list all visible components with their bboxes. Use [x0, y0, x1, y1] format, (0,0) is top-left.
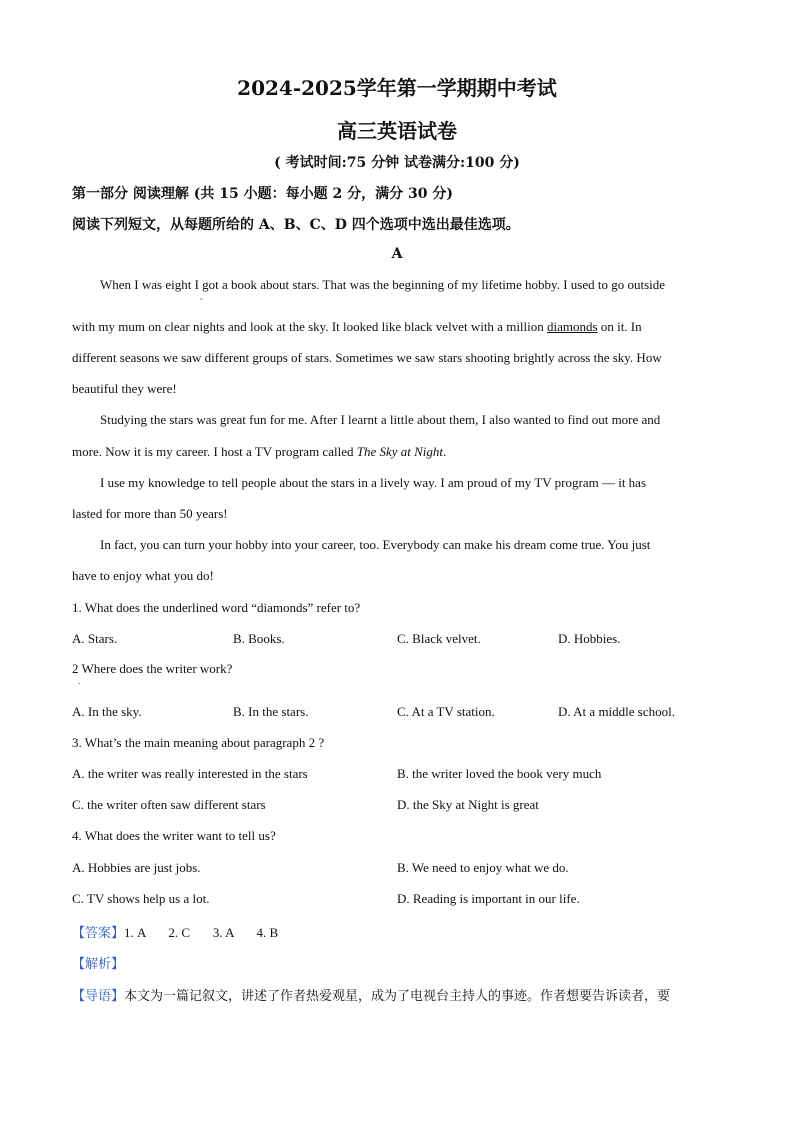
question-4-option-d: D. Reading is important in our life. — [397, 891, 580, 906]
question-2-option-d: D. At a middle school. — [558, 704, 675, 719]
p2-line2-end: . — [443, 444, 447, 459]
question-1-option-b: B. Books. — [233, 631, 285, 646]
program-title: The Sky at Night — [356, 444, 444, 459]
question-1-stem: 1. What does the underlined word “diamonds” refer to? — [72, 600, 361, 615]
question-3-option-a: A. the writer was really interested in the stars — [72, 766, 308, 781]
p1-line2-text: with my mum on clear nights and look at the sky. It looked like black velvet with a million — [72, 319, 548, 334]
question-4-stem: 4. What does the writer want to tell us? — [72, 828, 276, 843]
section-instruction: 阅读下列短文，从每题所给的 A、B、C、D 四个选项中选出最佳选项。 — [72, 217, 520, 233]
underlined-word: diamonds — [547, 319, 598, 334]
question-1-option-c: C. Black velvet. — [397, 631, 481, 646]
passage-p3-line2: lasted for more than 50 years! — [72, 506, 228, 521]
question-4-option-c: C. TV shows help us a lot. — [72, 891, 210, 906]
question-4-option-b: B. We need to enjoy what we do. — [397, 860, 569, 875]
question-3-stem: 3. What’s the main meaning about paragraph 2 ? — [72, 735, 325, 750]
passage-p2-line1: Studying the stars was great fun for me. After I learnt a little about them, I also wanted to find out more and — [100, 412, 661, 427]
guide-row — [72, 985, 670, 1004]
question-4-option-a: A. Hobbies are just jobs. — [72, 860, 201, 875]
passage-label: A — [391, 246, 403, 262]
exam-subtitle: 高三英语试卷 — [337, 119, 457, 143]
exam-info: ( 考试时间:75 分钟 试卷满分:100 分) — [274, 155, 520, 171]
question-3-option-c: C. the writer often saw different stars — [72, 797, 266, 812]
passage-p4-line1: In fact, you can turn your hobby into your career, too. Everybody can make his dream come true. You just — [100, 537, 651, 552]
comma-mark-icon: , — [200, 292, 203, 301]
analysis-label: 【解析】 — [72, 957, 125, 972]
question-2-stem: 2 Where does the writer work? — [72, 661, 233, 676]
exam-title: 2024-2025学年第一学期期中考试 — [237, 76, 557, 100]
question-3-option-b: B. the writer loved the book very much — [397, 766, 602, 781]
guide-text: 本文为一篇记叙文，讲述了作者热爱观星，成为了电视台主持人的事迹。作者想要告诉读者，要 — [124, 989, 671, 1004]
question-1-option-d: D. Hobbies. — [558, 631, 621, 646]
question-1-option-a: A. Stars. — [72, 631, 118, 646]
p2-line2-text: more. Now it is my career. I host a TV program called — [72, 444, 357, 459]
question-3-option-d: D. the Sky at Night is great — [397, 797, 539, 812]
passage-p1-line1: When I was eight I got a book about stars. That was the beginning of my lifetime hobby. I used to go outside — [100, 277, 666, 292]
passage-p3-line1: I use my knowledge to tell people about the stars in a lively way. I am proud of my TV program — it has — [100, 475, 647, 490]
p1-line2-end: on it. In — [597, 319, 642, 334]
guide-label: 【导语】 — [72, 989, 125, 1004]
passage-p1-line4: beautiful they were! — [72, 381, 177, 396]
answer-label: 【答案】 — [72, 926, 125, 941]
period-mark-icon: . — [78, 677, 81, 686]
question-2-option-b: B. In the stars. — [233, 704, 309, 719]
question-2-option-c: C. At a TV station. — [397, 704, 495, 719]
section-heading: 第一部分 阅读理解 (共 15 小题：每小题 2 分，满分 30 分) — [72, 186, 453, 202]
answer-text: 1. A 2. C 3. A 4. B — [124, 925, 279, 940]
passage-p2-line2 — [72, 444, 446, 460]
question-2-option-a: A. In the sky. — [72, 704, 142, 719]
passage-p1-line3: different seasons we saw different groups of stars. Sometimes we saw stars shooting brightly across the sky. How — [72, 350, 662, 365]
passage-p4-line2: have to enjoy what you do! — [72, 568, 214, 583]
passage-p1-line2 — [72, 319, 642, 335]
answer-row — [72, 922, 278, 941]
